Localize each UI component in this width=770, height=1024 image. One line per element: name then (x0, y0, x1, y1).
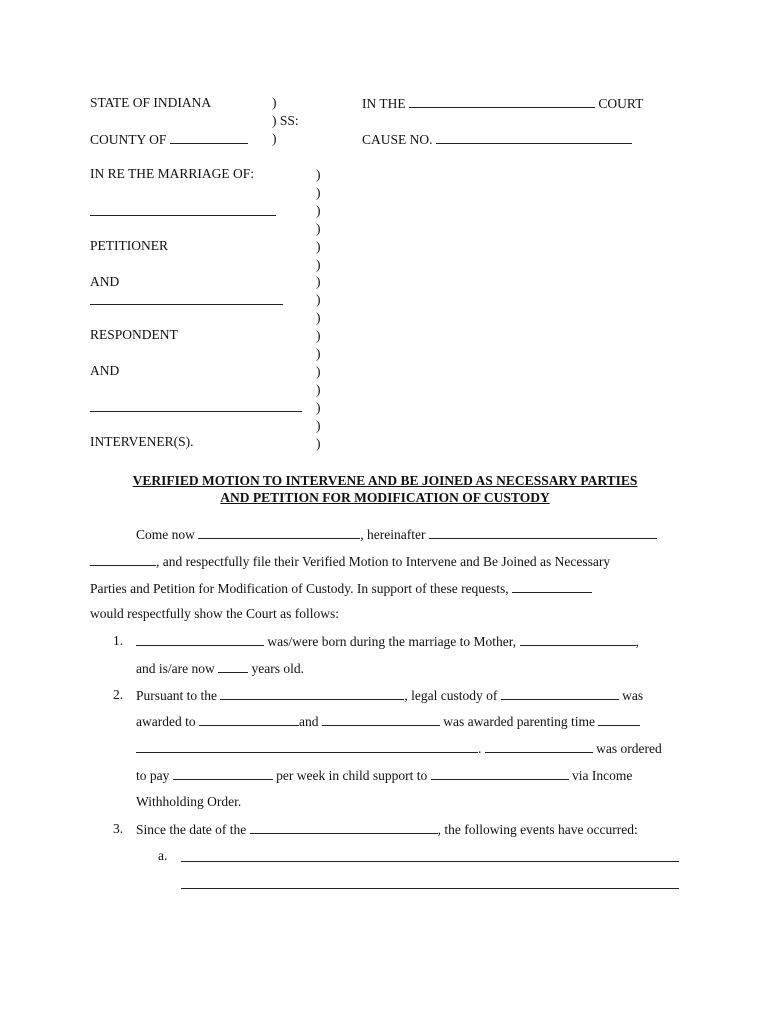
events-occurred-text: , the following events have occurred: (437, 822, 638, 837)
item-1-line1 (136, 633, 639, 650)
paren: ) (316, 167, 321, 182)
respondent-label: RESPONDENT (90, 327, 178, 342)
order-blank[interactable] (220, 687, 404, 700)
intervener-name-blank[interactable] (90, 411, 302, 412)
item-2-dot: . (478, 741, 482, 756)
caption-paren: ) (272, 131, 277, 146)
paren: ) (316, 346, 321, 362)
sub-item-a-label: a. (158, 848, 168, 863)
paren: ) (316, 381, 321, 397)
paren: ) (316, 256, 321, 272)
hereinafter-blank-cont[interactable] (90, 553, 156, 566)
requests-blank[interactable] (512, 580, 592, 593)
paren: ) (316, 220, 321, 236)
court-line (362, 95, 643, 112)
hereinafter-blank[interactable] (429, 526, 657, 539)
and-label: AND (90, 363, 120, 378)
obligor-blank[interactable] (485, 740, 593, 753)
paren: ) (316, 292, 321, 308)
parenting-time-blank[interactable] (598, 713, 640, 726)
paren: ) (316, 310, 321, 326)
come-now-text: Come now (136, 527, 195, 542)
paren: ) (316, 363, 321, 379)
paren: ) (316, 184, 321, 200)
state-label: STATE OF INDIANA (90, 95, 212, 110)
event-a-blank[interactable] (181, 861, 679, 862)
court-name-blank[interactable] (409, 95, 595, 108)
to-pay-text: to pay (136, 768, 170, 783)
was-ordered-text: was ordered (596, 741, 662, 756)
paren: ) (316, 435, 321, 451)
intro-line3-text: Parties and Petition for Modification of Custody. In support of these requests, (90, 581, 509, 596)
item-2-line2 (136, 713, 640, 730)
event-date-blank[interactable] (250, 821, 438, 834)
legal-custody-text: , legal custody of (404, 688, 498, 703)
custodian-blank[interactable] (199, 713, 299, 726)
paren: ) (316, 399, 321, 415)
document-title-line1: VERIFIED MOTION TO INTERVENE AND BE JOINED AS NECESSARY PARTIES (132, 473, 638, 488)
petitioner-label: PETITIONER (90, 238, 168, 253)
intro-line4: would respectfully show the Court as follows: (90, 606, 339, 621)
item-2-line5: Withholding Order. (136, 794, 242, 809)
in-the-label: IN THE (362, 96, 406, 111)
via-income-text: via Income (571, 768, 633, 783)
interveners-name-blank[interactable] (198, 526, 360, 539)
item-2-line4 (136, 767, 632, 784)
court-label: COURT (598, 96, 644, 111)
children-names-blank[interactable] (136, 633, 264, 646)
parenting-time-text: was awarded parenting time (443, 714, 596, 729)
age-blank[interactable] (218, 660, 248, 673)
item-3-line1 (136, 821, 638, 838)
document-title-line2: AND PETITION FOR MODIFICATION OF CUSTODY (220, 490, 550, 505)
item-2-line1 (136, 687, 643, 704)
paren-column (316, 166, 321, 453)
pursuant-text: Pursuant to the (136, 688, 217, 703)
intervener-label: INTERVENER(S). (90, 434, 194, 449)
mother-name-blank[interactable] (520, 633, 636, 646)
caption-paren: ) (272, 95, 277, 110)
custody-child-blank[interactable] (501, 687, 619, 700)
ss-label: ) SS: (272, 113, 299, 128)
paren: ) (316, 238, 321, 254)
paren: ) (316, 202, 321, 218)
item-3-number: 3. (113, 821, 124, 836)
item-1-number: 1. (113, 633, 124, 648)
item-1-years-text: years old. (251, 661, 304, 676)
item-2-line3 (136, 740, 662, 757)
item-1-comma: , (635, 634, 639, 649)
paren: ) (316, 328, 321, 344)
intro-line3 (90, 580, 592, 597)
awarded-to-text: awarded to (136, 714, 196, 729)
hereinafter-text: , hereinafter (360, 527, 426, 542)
respondent-name-blank[interactable] (90, 304, 283, 305)
intro-line2-text: , and respectfully file their Verified Motion to Intervene and Be Joined as Necessary (156, 554, 611, 569)
item-1-age-text: and is/are now (136, 661, 215, 676)
cause-no-label: CAUSE NO. (362, 132, 433, 147)
in-re-label: IN RE THE MARRIAGE OF: (90, 166, 255, 181)
intro-line1 (136, 526, 657, 543)
parent-blank[interactable] (322, 713, 440, 726)
event-a-blank-cont[interactable] (181, 888, 679, 889)
paren: ) (316, 274, 321, 290)
support-recipient-blank[interactable] (431, 767, 569, 780)
petitioner-name-blank[interactable] (90, 215, 276, 216)
support-amount-blank[interactable] (173, 767, 273, 780)
item-1-text: was/were born during the marriage to Mother, (267, 634, 517, 649)
and-text: and (298, 714, 319, 729)
county-blank[interactable] (170, 131, 248, 144)
paren: ) (316, 417, 321, 433)
intro-line2 (90, 553, 610, 570)
per-week-text: per week in child support to (276, 768, 428, 783)
was-text: was (622, 688, 644, 703)
cause-no-blank[interactable] (436, 131, 632, 144)
county-label: COUNTY OF (90, 132, 167, 147)
item-2-number: 2. (113, 687, 124, 702)
item-1-line2 (136, 660, 304, 677)
cause-line (362, 131, 632, 148)
since-date-text: Since the date of the (136, 822, 247, 837)
county-line (90, 131, 248, 148)
parenting-time-blank-cont[interactable] (136, 740, 478, 753)
and-label: AND (90, 274, 120, 289)
